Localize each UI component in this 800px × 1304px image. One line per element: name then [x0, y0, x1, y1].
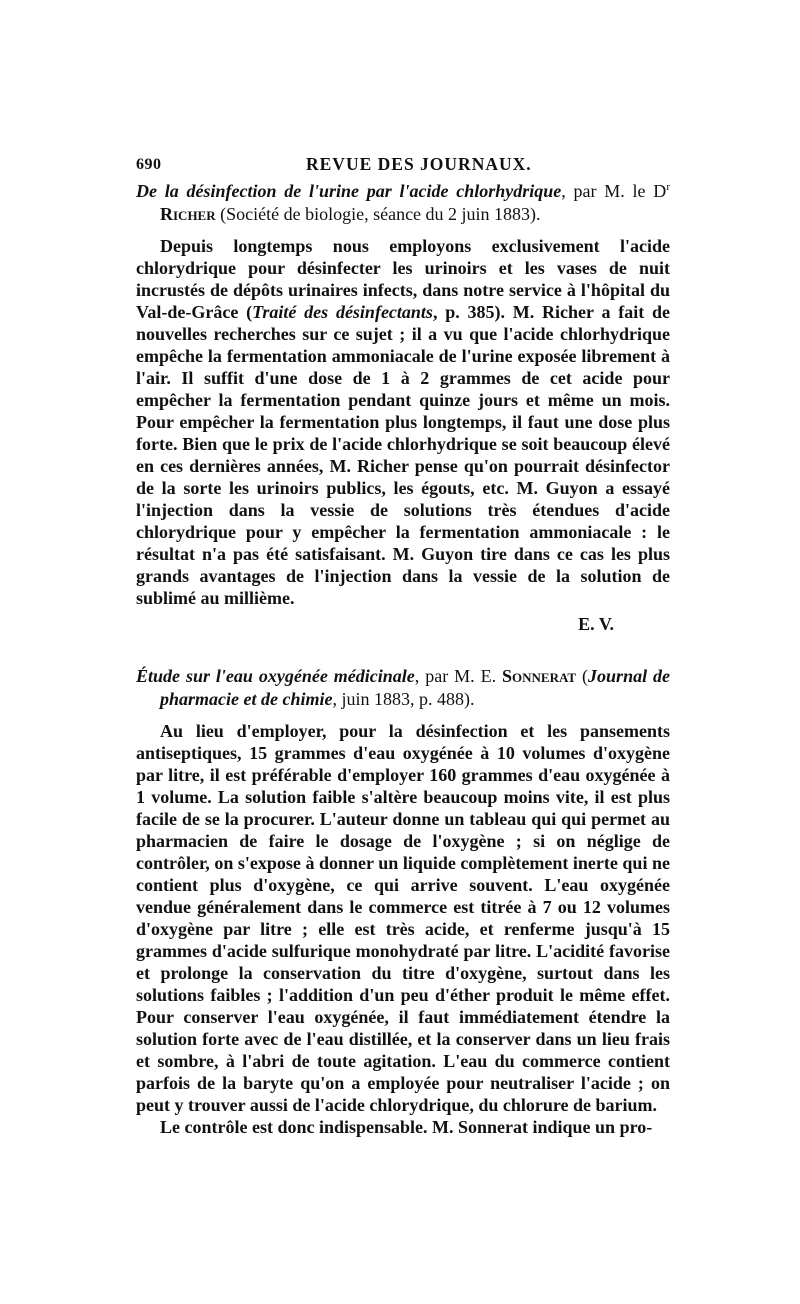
article-title: De la désinfection de l'urine par l'acide chlorhydrique — [136, 181, 562, 201]
page — [136, 148, 670, 1138]
article-urine-disinfection — [136, 176, 670, 635]
body-text-b: , p. 385). M. Richer a fait de nouvelles recherches sur ce sujet ; il a vu que l'acide chlorhydrique empêche la fermentation ammoniacale de l'urine exposée librement à l'air. Il suffit d'une dose de 1 à 2 grammes de cet acide pour empêcher la fermentation pendant quinze jours et même un mois. Pour empêcher la fermentation plus longtemps, il faut une dose plus forte. Bien que le prix de l'acide chlorhydrique se soit beaucoup élevé en ces dernières années, M. Richer pense qu'on pourrait désinfector de la sorte les urinoirs publics, les égouts, etc. M. Guyon a essayé l'injection dans la vessie de solutions très étendues d'acide chlorydrique pour y empêcher la fermentation ammoniacale : le résultat n'a pas été satisfaisant. M. Guyon tire dans ce cas les plus grands avantages de l'injection dans la vessie de la solution de sublimé au millième. — [136, 302, 670, 608]
source-open: ( — [576, 666, 589, 686]
article-body — [136, 235, 670, 609]
source-citation: (Société de biologie, séance du 2 juin 1883). — [215, 203, 541, 224]
running-head — [136, 148, 670, 174]
paragraph: Le contrôle est donc indispensable. M. Sonnerat indique un pro- — [160, 1117, 653, 1137]
journal-reference: Journal de pharmacie et de chimie — [160, 666, 671, 709]
paragraph: Au lieu d'employer, pour la désinfection et les pansements antiseptiques, 15 grammes d'eau oxygénée à 10 volumes d'oxygène par litre, il est préférable d'employer 160 grammes d'eau oxygénée à 1 volume. La solution faible s'altère beaucoup moins vite, il est plus facile de se la procurer. L'auteur donne un tableau qui qui permet au pharmacien de faire le dosage de l'oxygène ; si on néglige de contrôler, on s'expose à donner un liquide complètement inerte qui ne contient plus d'oxygène, ce qui arrive souvent. L'eau oxygénée vendue généralement dans le commerce est titrée à 7 ou 12 volumes d'oxygène par litre ; elle est très acide, et renferme jusqu'à 15 grammes d'acide sulfurique monohydraté par litre. L'acidité favorise et prolonge la conservation du titre d'oxygène, surtout dans les solutions faibles ; l'addition d'un peu d'éther produit le même effet. Pour conserver l'eau oxygénée, il faut immédiatement étendre la solution forte avec de l'eau distillée, et la conserver dans un lieu frais et sombre, à l'abri de toute agitation. L'eau du commerce contient parfois de la baryte qu'on a employée pour neutraliser l'acide ; on peut y trouver aussi de l'acide chlorydrique, du chlorure de barium. — [136, 721, 670, 1115]
article-heading — [136, 665, 670, 710]
body-text-a: Depuis longtemps nous employons exclusivement l'acide chlorydrique pour désinfecter les urinoirs et les vases de nuit incrustés de dépôts urinaires infects, dans notre service à l'hôpital du Val-de-Grâce ( — [136, 236, 670, 322]
signature: E. V. — [578, 614, 614, 634]
author-name: Richer — [160, 203, 216, 224]
journal-title: REVUE DES JOURNAUX. — [306, 154, 532, 174]
article-title: Étude sur l'eau oxygénée médicinale — [136, 666, 415, 686]
author-name: Sonnerat — [502, 666, 577, 686]
byline-prefix: , par M. E. — [414, 666, 503, 686]
page-number: 690 — [136, 156, 162, 173]
source-close: , juin 1883, p. 488). — [332, 688, 475, 709]
article-oxygenated-water — [136, 665, 670, 1138]
byline-prefix: , par M. le D — [561, 181, 667, 201]
book-reference: Traité des désinfectants — [252, 302, 433, 322]
doctor-superscript: r — [666, 181, 670, 193]
article-heading — [136, 176, 670, 225]
